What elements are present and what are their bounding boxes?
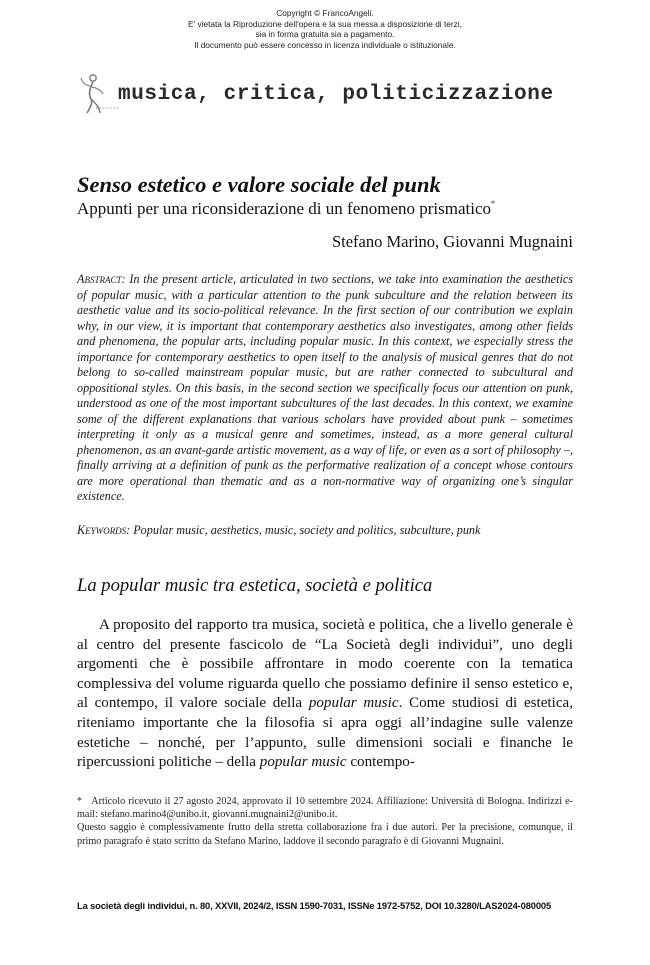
emphasis-term: popular music	[308, 695, 399, 712]
footnote-mark: *	[491, 199, 496, 208]
copyright-line: E' vietata la Riproduzione dell'opera e la sua messa a disposizione di terzi,	[188, 18, 462, 29]
copyright-notice	[0, 8, 650, 50]
body-paragraph	[77, 616, 573, 773]
footnotes	[77, 795, 573, 848]
paragraph-text: contempo-	[346, 754, 415, 771]
paragraph-text: A proposito del rapporto tra musica, società e politica, che a livello generale è al centro del presente fascicolo de “La Società degli individui”, uno degli argomenti che è possibile affrontare in modo coerente con la tematica complessiva del volume riguarda quello che possiamo definire il senso estetico e, al contempo, il valore sociale della	[77, 617, 573, 712]
article-title: Senso estetico e valore sociale del punk	[77, 172, 441, 197]
footnote-mark: *	[77, 796, 83, 807]
footnote	[77, 795, 573, 821]
section-heading: La popular music tra estetica, società e politica	[77, 575, 433, 596]
footnote: Questo saggio è complessivamente frutto della stretta collaborazione fra i due autori. Per la precisione, comunque, il primo paragrafo è stato scritto da Stefano Marino, laddove il secondo paragrafo è di Giovanni Mugnaini.	[77, 822, 573, 847]
keywords-label: Keywords:	[77, 523, 131, 537]
article-subtitle	[77, 199, 495, 219]
abstract	[77, 272, 573, 505]
keywords	[77, 523, 577, 539]
keywords-text: Popular music, aesthetics, music, society and politics, subculture, punk	[133, 523, 481, 537]
copyright-line: Il documento può essere concesso in licenza individuale o istituzionale.	[194, 39, 456, 50]
footnote-text: Articolo ricevuto il 27 agosto 2024, approvato il 10 settembre 2024. Affiliazione: Università di Bologna. Indirizzi e-mail: stefano.marino4@unibo.it, giovanni.mugnaini2@unibo.it.	[77, 796, 574, 821]
copyright-line: Copyright © FrancoAngeli.	[276, 8, 374, 18]
abstract-text: In the present article, articulated in two sections, we take into examination the aesthetics of popular music, with a particular attention to the punk subculture and the relation between its aesthetic value and its socio-political relevance. In the first section of our contribution we explain why, in our view, it is important that contemporary aesthetics also investigates, among other fields and phenomena, the popular arts, including popular music. In this context, we especially stress the importance for contemporary aesthetics to open itself to the analysis of musical genres that do not belong to so-called mainstream popular music, but are rather connected to subcultural and oppositional styles. On this basis, in the second section we specifically focus our attention on punk, understood as one of the most important subcultures of the last decades. In this context, we examine some of the different explanations that various scholars have provided about punk – sometimes interpreting it only as a musical genre and sometimes, instead, as a more general cultural phenomenon, as an avant-garde artistic movement, as a way of life, or even as a sort of philosophy –, finally arriving at a definition of punk as the performative realization of a concept whose contours are more operational than thematic and as a non-normative way of organizing one’s singular existence.	[77, 272, 574, 503]
emphasis-term: popular music	[259, 754, 347, 771]
abstract-label: Abstract:	[77, 272, 126, 286]
page-footer: La società degli individui, n. 80, XXVII, 2024/2, ISSN 1590-7031, ISSNe 1972-5752, DOI 10.3280/LAS2024-080005	[77, 900, 552, 911]
section-header-title: musica, critica, politicizzazione	[118, 83, 554, 106]
section-header	[78, 72, 578, 118]
copyright-line: sia in forma gratuita sia a pagamento.	[255, 29, 395, 40]
paragraph-text: . Come studiosi di estetica, riteniamo importante che la filosofia si apra oggi all’indagine sulle valenze estetiche – nonché, per l’appunto, sulle dimensioni sociali e finanche le ripercussioni politiche – della	[77, 695, 573, 771]
article-authors: Stefano Marino, Giovanni Mugnaini	[331, 232, 573, 251]
subtitle-text: Appunti per una riconsiderazione di un fenomeno prismatico	[77, 199, 492, 218]
